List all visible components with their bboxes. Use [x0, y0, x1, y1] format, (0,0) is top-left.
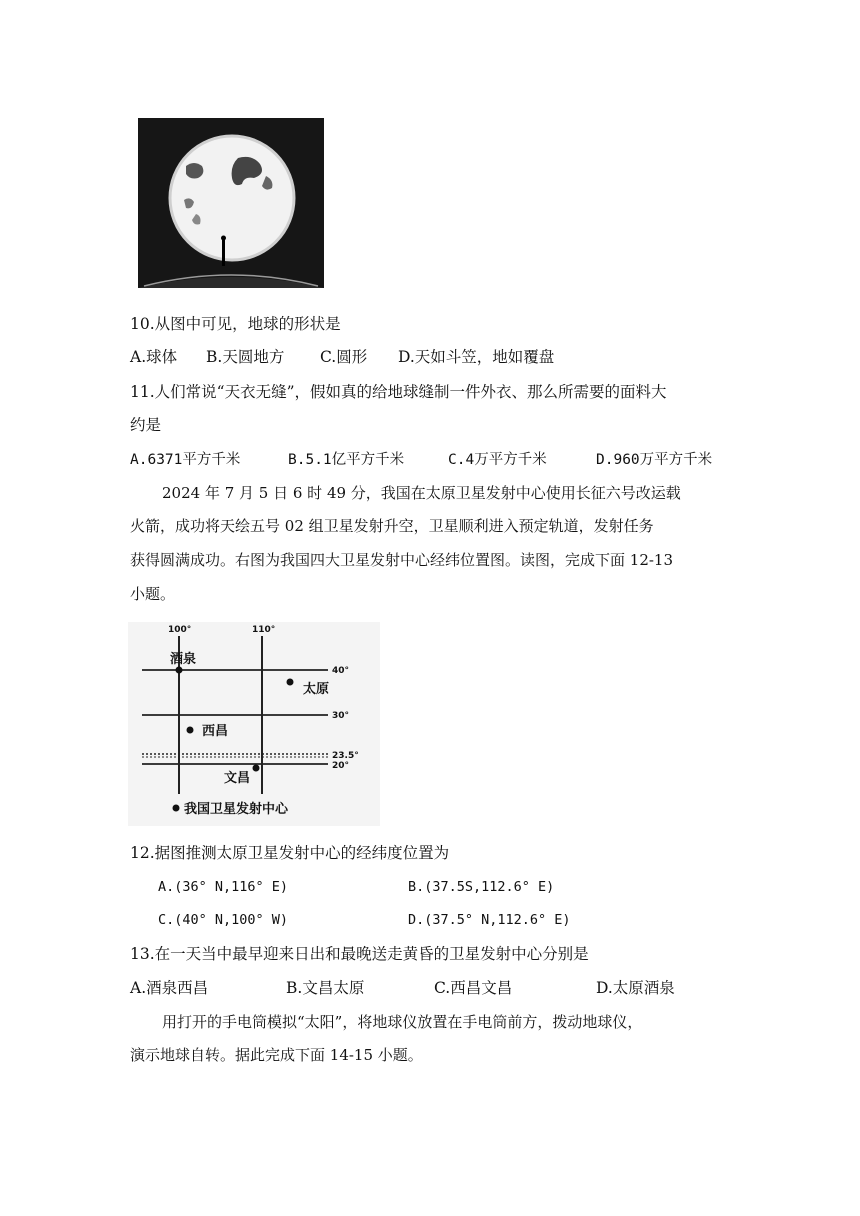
earth-photo — [138, 118, 324, 288]
passage1-line4: 小题。 — [130, 585, 176, 603]
q12-stem: 12.据图推测太原卫星发射中心的经纬度位置为 — [130, 844, 450, 862]
wenchang-dot — [253, 765, 260, 772]
passage2-line1: 用打开的手电筒模拟“太阳”，将地球仪放置在手电筒前方，拨动地球仪， — [162, 1013, 643, 1031]
lat-label-20: 20° — [332, 761, 350, 771]
q13-option-b: B.文昌太原 — [286, 979, 365, 997]
legend-dot — [173, 805, 180, 812]
q10-option-a: A.球体 — [130, 348, 178, 366]
passage1-line2: 火箭，成功将天绘五号 02 组卫星发射升空，卫星顺利进入预定轨道，发射任务 — [130, 517, 654, 535]
q10-option-c: C.圆形 — [320, 348, 368, 366]
q12-option-a: A.(36° N,116° E) — [158, 879, 289, 895]
q11-option-d: D.960万平方千米 — [596, 452, 713, 468]
q11-stem-line1: 11.人们常说“天衣无缝”，假如真的给地球缝制一件外衣、那么所需要的面料大 — [130, 383, 667, 401]
place-taiyuan: 太原 — [303, 682, 330, 697]
q13-option-c: C.西昌文昌 — [434, 979, 513, 997]
q11-option-b: B.5.1亿平方千米 — [288, 452, 405, 468]
passage2-line2: 演示地球自转。据此完成下面 14-15 小题。 — [130, 1046, 423, 1064]
jiuquan-dot — [176, 667, 183, 674]
q13-option-a: A.酒泉西昌 — [130, 979, 209, 997]
lat-label-30: 30° — [332, 711, 350, 721]
place-xichang: 西昌 — [202, 724, 229, 739]
passage1-line1: 2024 年 7 月 5 日 6 时 49 分，我国在太原卫星发射中心使用长征六号改运载 — [162, 484, 681, 502]
map-legend: 我国卫星发射中心 — [184, 802, 289, 817]
q10-option-d: D.天如斗笠，地如覆盘 — [398, 348, 555, 366]
earth-illustration — [138, 118, 324, 288]
lat-label-23-5: 23.5° — [332, 751, 359, 761]
q11-option-a: A.6371平方千米 — [130, 452, 241, 468]
q12-option-c: C.(40° N,100° W) — [158, 912, 289, 928]
xichang-dot — [187, 727, 194, 734]
taiyuan-dot — [287, 679, 294, 686]
q13-option-d: D.太原酒泉 — [596, 979, 675, 997]
q12-option-b: B.(37.5S,112.6° E) — [408, 879, 555, 895]
q11-option-c: C.4万平方千米 — [448, 452, 547, 468]
place-wenchang: 文昌 — [224, 771, 251, 786]
passage1-line3: 获得圆满成功。右图为我国四大卫星发射中心经纬位置图。读图，完成下面 12-13 — [130, 551, 674, 569]
q12-option-d: D.(37.5° N,112.6° E) — [408, 912, 571, 928]
lon-label-110: 110° — [252, 625, 276, 635]
q11-stem-line2: 约是 — [130, 416, 162, 434]
lat-label-40: 40° — [332, 666, 350, 676]
q10-stem: 10.从图中可见，地球的形状是 — [130, 315, 341, 333]
place-jiuquan: 酒泉 — [170, 652, 197, 667]
launch-center-map — [128, 622, 380, 826]
q10-option-b: B.天圆地方 — [206, 348, 285, 366]
lon-label-100: 100° — [168, 625, 192, 635]
q13-stem: 13.在一天当中最早迎来日出和最晚送走黄昏的卫星发射中心分别是 — [130, 945, 589, 963]
